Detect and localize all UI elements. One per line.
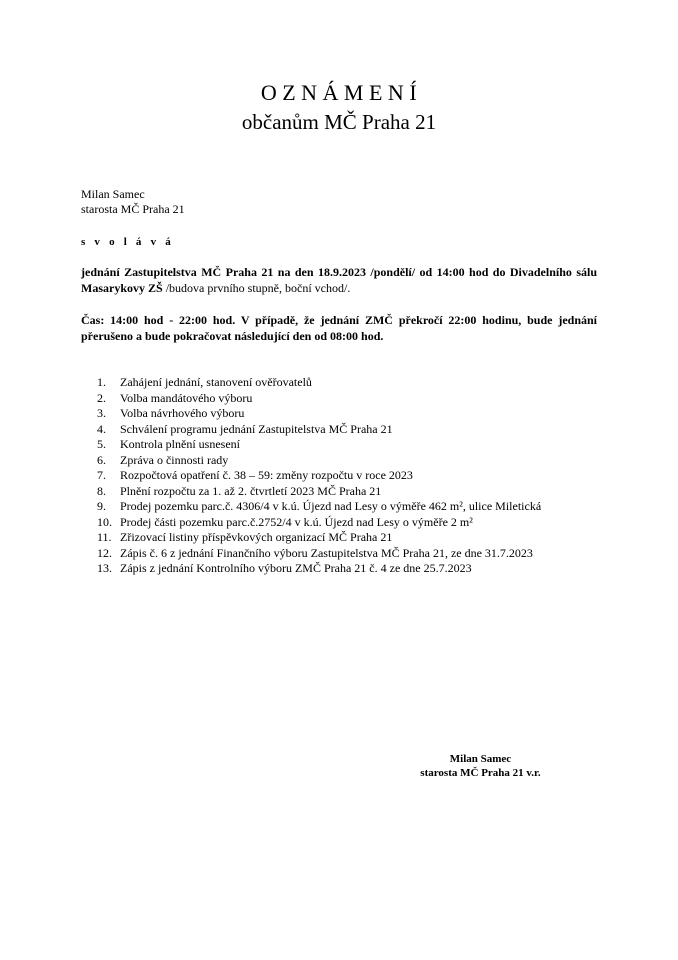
agenda-item-number: 13. xyxy=(97,561,112,575)
agenda-item-number: 3. xyxy=(97,406,106,420)
agenda-item-text: Prodej části pozemku parc.č.2752/4 v k.ú. Újezd nad Lesy o výměře 2 m² xyxy=(120,514,473,529)
agenda-item xyxy=(81,422,597,438)
agenda-item xyxy=(81,561,597,577)
agenda-item xyxy=(81,453,597,469)
agenda-item xyxy=(81,484,597,500)
agenda-item-text: Prodej pozemku parc.č. 4306/4 v k.ú. Újezd nad Lesy o výměře 462 m², ulice Miletická xyxy=(120,499,542,513)
agenda-item-number: 6. xyxy=(97,452,106,467)
meeting-location-note: /budova prvního stupně, boční vchod/. xyxy=(162,280,351,295)
agenda-item-text: Zápis č. 6 z jednání Finančního výboru Zastupitelstva MČ Praha 21, ze dne 31.7.2023 xyxy=(120,545,533,560)
signature-name: Milan Samec xyxy=(449,753,512,765)
agenda-item-number: 12. xyxy=(97,545,112,560)
agenda-item-number: 1. xyxy=(97,375,106,389)
agenda-item-text: Zpráva o činnosti rady xyxy=(120,452,229,467)
agenda-item-text: Rozpočtová opatření č. 38 – 59: změny rozpočtu v roce 2023 xyxy=(120,468,413,482)
agenda-item-number: 9. xyxy=(97,499,106,513)
time-note: Čas: 14:00 hod - 22:00 hod. V případě, že jednání ZMČ překročí 22:00 hodinu, bude jednání přerušeno a bude pokračovat následující den od 08:00 hod. xyxy=(81,313,597,343)
agenda-item-number: 4. xyxy=(97,421,106,436)
sender-role: starosta MČ Praha 21 xyxy=(81,202,185,216)
agenda-item-number: 7. xyxy=(97,468,106,482)
agenda-item xyxy=(81,546,597,562)
agenda-item-text: Volba mandátového výboru xyxy=(120,390,253,405)
agenda-item-number: 2. xyxy=(97,390,106,405)
document-title: OZNÁMENÍ xyxy=(260,80,423,105)
agenda-item-text: Plnění rozpočtu za 1. až 2. čtvrtletí 2023 MČ Praha 21 xyxy=(120,483,382,498)
meeting-announcement xyxy=(81,265,597,296)
agenda-item-number: 5. xyxy=(97,437,106,451)
agenda-item xyxy=(81,406,597,422)
agenda-item-number: 8. xyxy=(97,483,106,498)
agenda-list xyxy=(81,375,597,577)
agenda-item-text: Schválení programu jednání Zastupitelstva MČ Praha 21 xyxy=(120,421,393,436)
agenda-item-text: Zahájení jednání, stanovení ověřovatelů xyxy=(120,375,312,389)
agenda-item xyxy=(81,437,597,453)
sender-block xyxy=(81,187,185,217)
signature-block xyxy=(398,752,563,780)
agenda-item-text: Zřizovací listiny příspěvkových organizací MČ Praha 21 xyxy=(120,530,393,544)
sender-name: Milan Samec xyxy=(81,187,145,201)
agenda-item xyxy=(81,391,597,407)
meeting-bold-text: jednání Zastupitelstva MČ Praha 21 na den 18.9.2023 /pondělí/ od 14:00 hod do Divadelního sálu Masarykovy ZŠ xyxy=(81,265,597,295)
document-subtitle: občanům MČ Praha 21 xyxy=(241,110,437,134)
agenda-item-number: 10. xyxy=(97,514,112,529)
agenda-item-number: 11. xyxy=(97,530,112,544)
agenda-item-text: Volba návrhového výboru xyxy=(120,406,245,420)
agenda-item xyxy=(81,530,597,546)
agenda-item-text: Kontrola plnění usnesení xyxy=(120,437,240,451)
convokes-label: s v o l á v á xyxy=(81,236,174,248)
agenda-item xyxy=(81,499,597,515)
agenda-item xyxy=(81,468,597,484)
agenda-item-text: Zápis z jednání Kontrolního výboru ZMČ Praha 21 č. 4 ze dne 25.7.2023 xyxy=(120,561,472,575)
signature-role: starosta MČ Praha 21 v.r. xyxy=(420,767,541,779)
agenda-item xyxy=(81,375,597,391)
agenda-item xyxy=(81,515,597,531)
